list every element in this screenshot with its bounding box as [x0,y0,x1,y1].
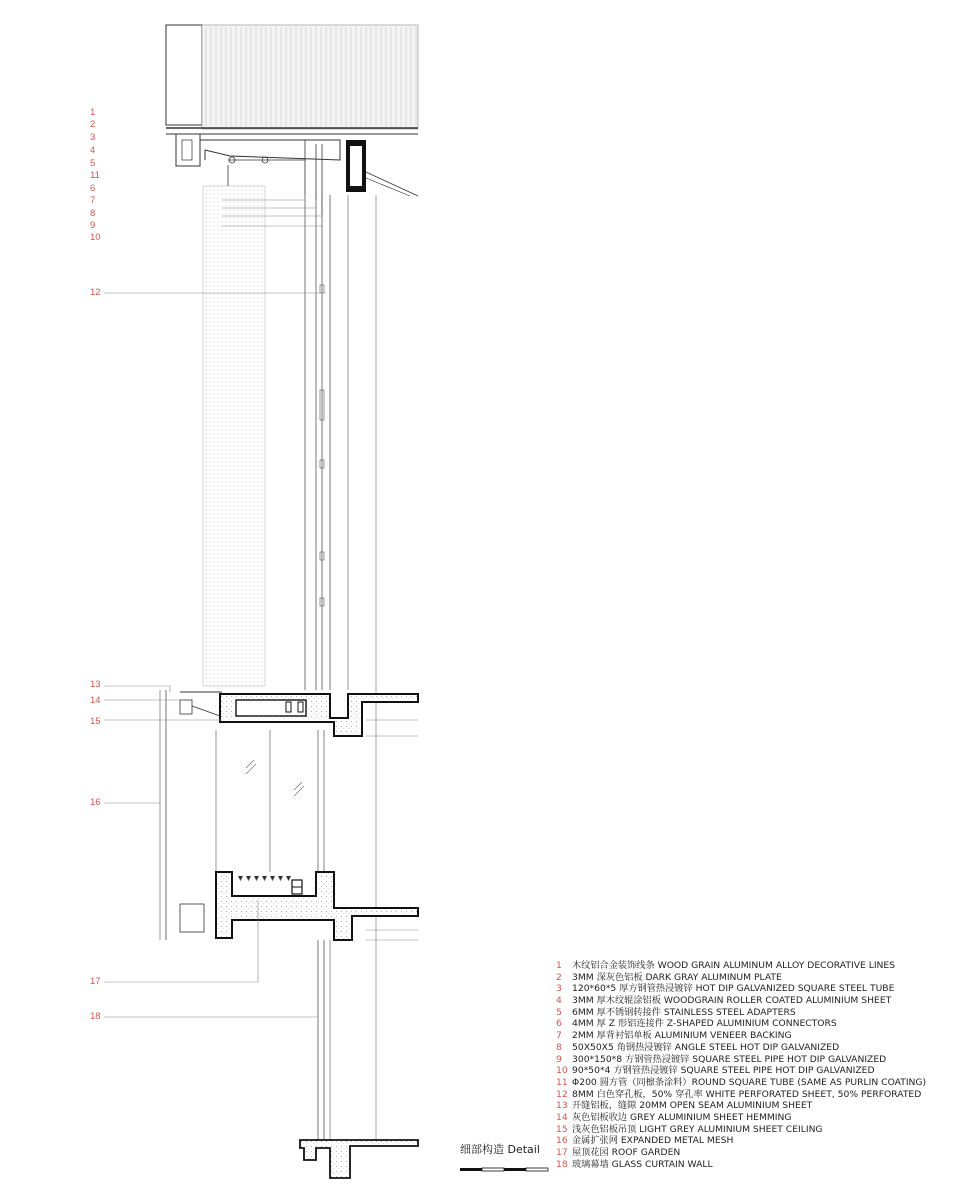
base-footing [300,1140,418,1178]
legend-text: 300*150*8 方钢管热浸镀锌 SQUARE STEEL PIPE HOT DIP GALVANIZED [572,1053,887,1065]
legend-text: 6MM 厚不锈钢转接件 STAINLESS STEEL ADAPTERS [572,1006,796,1018]
legend-item [556,983,926,995]
legend-number: 15 [556,1123,568,1135]
legend-item [556,1030,926,1042]
legend-number: 14 [556,1111,568,1123]
legend-text: 2MM 厚背衬铝单板 ALUMINIUM VENEER BACKING [572,1030,792,1042]
legend-number: 2 [556,971,562,983]
legend-item [556,995,926,1007]
callout-15: 15 [90,716,101,727]
legend-number: 4 [556,995,562,1007]
legend-item [556,1135,926,1147]
callout-9: 9 [90,220,96,231]
legend-number: 1 [556,960,562,971]
callout-17: 17 [90,976,101,987]
legend-number: 6 [556,1018,562,1030]
callout-1: 1 [90,107,96,118]
glass-curtain-wall [318,940,330,1148]
detail-title: 细部构造 Detail [460,1143,540,1156]
legend [556,960,926,1170]
legend-text: 3MM 厚木纹辊涂铝板 WOODGRAIN ROLLER COATED ALUMINIUM SHEET [572,995,892,1007]
legend-item [556,1065,926,1077]
perforated-panel [203,186,265,686]
curtain-wall-mullions [305,195,376,1140]
legend-text: 屋顶花园 ROOF GARDEN [572,1147,681,1158]
legend-item [556,1112,926,1124]
legend-item [556,972,926,984]
callout-12: 12 [90,287,101,298]
callout-4: 4 [90,145,96,156]
callout-6: 6 [90,183,96,194]
callout-7: 7 [90,195,96,206]
legend-number: 11 [556,1076,568,1088]
roof-garden-slab [180,872,418,940]
planting-mark [286,876,291,881]
legend-item [556,1018,926,1030]
legend-text: 开缝铝板，缝隙 20MM OPEN SEAM ALUMINIUM SHEET [572,1100,813,1112]
callout-18: 18 [90,1011,101,1022]
planting-mark [238,876,243,881]
legend-text: 灰色铝板收边 GREY ALUMINIUM SHEET HEMMING [572,1111,792,1123]
legend-item [556,1124,926,1136]
legend-number: 9 [556,1053,562,1065]
planting-mark [270,876,275,881]
legend-text: 4MM 厚 Z 形铝连接件 Z-SHAPED ALUMINIUM CONNECTORS [572,1018,837,1030]
legend-item [556,1159,926,1171]
callout-14: 14 [90,695,101,706]
legend-text: 8MM 白色穿孔板，50% 穿孔率 WHITE PERFORATED SHEET, 50% PERFORATED [572,1088,922,1100]
legend-item [556,1077,926,1089]
legend-number: 13 [556,1100,568,1112]
legend-text: 浅灰色铝板吊顶 LIGHT GREY ALUMINIUM SHEET CEILING [572,1123,823,1135]
legend-text: 120*60*5 厚方钢管热浸镀锌 HOT DIP GALVANIZED SQUARE STEEL TUBE [572,983,895,995]
legend-number: 18 [556,1158,568,1170]
planting-mark [262,876,267,881]
planting-mark [254,876,259,881]
callout-3: 3 [90,132,96,143]
legend-text: Φ200 圆方管（同檩条涂料）ROUND SQUARE TUBE (SAME AS PURLIN COATING) [572,1076,927,1088]
callout-5: 5 [90,158,96,169]
legend-text: 木纹铝合金装饰线条 WOOD GRAIN ALUMINUM ALLOY DECORATIVE LINES [572,960,896,971]
expanded-metal-mesh [216,730,324,872]
legend-item [556,1042,926,1054]
legend-text: 3MM 深灰色铝板 DARK GRAY ALUMINUM PLATE [572,971,782,983]
legend-number: 10 [556,1065,568,1077]
legend-item [556,1054,926,1066]
planting-mark [278,876,283,881]
legend-number: 16 [556,1135,568,1147]
legend-item [556,1100,926,1112]
legend-number: 17 [556,1147,568,1158]
callout-2: 2 [90,119,96,130]
legend-number: 3 [556,983,562,995]
legend-number: 8 [556,1041,562,1053]
legend-text: 90*50*4 方钢管热浸镀锌 SQUARE STEEL PIPE HOT DIP GALVANIZED [572,1065,875,1077]
callout-11: 11 [90,170,100,181]
legend-number: 7 [556,1030,562,1042]
callout-16: 16 [90,797,101,808]
legend-item [556,960,926,972]
legend-number: 5 [556,1006,562,1018]
planting-mark [246,876,251,881]
callout-13: 13 [90,679,101,690]
legend-item [556,1147,926,1159]
legend-number: 12 [556,1088,568,1100]
legend-text: 玻璃幕墙 GLASS CURTAIN WALL [572,1158,713,1170]
scale-bar [460,1166,550,1174]
legend-item [556,1007,926,1019]
legend-item [556,1089,926,1101]
callout-8: 8 [90,208,96,219]
wood-grain-roof-lines [166,25,418,134]
callout-10: 10 [90,232,101,243]
legend-text: 金属扩张网 EXPANDED METAL MESH [572,1135,734,1147]
legend-text: 50X50X5 角钢热浸镀锌 ANGLE STEEL HOT DIP GALVANIZED [572,1041,840,1053]
